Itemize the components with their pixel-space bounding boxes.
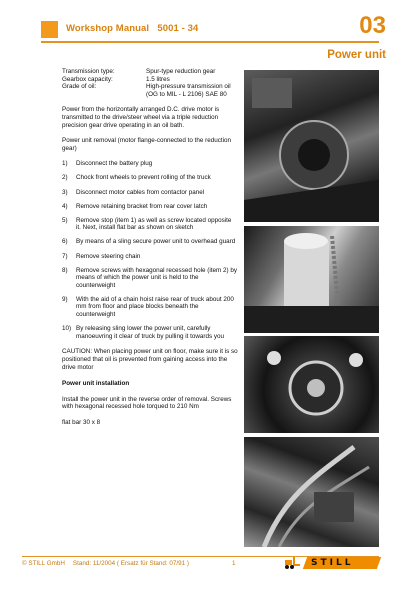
header-title: Workshop Manual 5001 - 34 bbox=[66, 23, 199, 34]
step-item bbox=[62, 160, 238, 168]
step-item bbox=[62, 253, 238, 261]
footer-text bbox=[22, 560, 189, 567]
step-item bbox=[62, 174, 238, 182]
logo-text: STILL bbox=[311, 558, 354, 568]
power-unit-photo-1 bbox=[244, 70, 379, 222]
spec-label: Gearbox capacity: bbox=[62, 75, 113, 83]
power-unit-photo-3 bbox=[244, 336, 379, 433]
flat-bar-note: flat bar 30 x 8 bbox=[62, 418, 101, 426]
spec-value: High-pressure transmission oil (OG to MIL - L 2106) SAE 80 bbox=[146, 83, 231, 98]
step-item bbox=[62, 203, 238, 211]
power-unit-photo-2 bbox=[244, 226, 379, 333]
step-item bbox=[62, 296, 238, 319]
step-text: Remove steering chain bbox=[76, 252, 141, 260]
step-text: With the aid of a chain hoist raise rear of truck about 200 mm from floor and place blocks beneath the counterweight bbox=[76, 295, 234, 319]
step-text: Disconnect the battery plug bbox=[76, 160, 153, 168]
removal-steps bbox=[62, 160, 238, 340]
step-item bbox=[62, 267, 238, 290]
installation-paragraph: Install the power unit in the reverse order of removal. Screws with hexagonal recessed hole torqued to 210 Nm bbox=[62, 395, 232, 411]
step-number: 5) bbox=[62, 216, 68, 224]
spec-value: Spur-type reduction gear bbox=[146, 68, 216, 75]
spec-table bbox=[62, 68, 238, 98]
step-number: 1) bbox=[62, 160, 68, 168]
chapter-number: 03 bbox=[359, 12, 386, 39]
main-text bbox=[62, 68, 238, 427]
spec-label: Grade of oil: bbox=[62, 83, 97, 91]
step-number: 9) bbox=[62, 295, 68, 303]
step-text: Remove retaining bracket from rear cover latch bbox=[76, 202, 208, 210]
step-number: 10) bbox=[62, 325, 72, 333]
power-unit-photo-4 bbox=[244, 437, 379, 547]
step-number: 4) bbox=[62, 202, 68, 210]
footer-company: © STILL GmbH bbox=[22, 560, 65, 567]
step-text: Remove stop (item 1) as well as screw located opposite it. Next, install flat bar as shown on sketch bbox=[76, 216, 232, 232]
step-text: Remove screws with hexagonal recessed hole (item 2) by means of which the power unit is held to the counterweight bbox=[76, 266, 237, 289]
caution-paragraph: CAUTION: When placing power unit on floor, make sure it is so positioned that oil is prevented from gaining access into the drive motor bbox=[62, 348, 238, 371]
step-item bbox=[62, 217, 238, 232]
removal-heading: Power unit removal (motor flange-connected to the reduction gear) bbox=[62, 137, 232, 152]
step-number: 2) bbox=[62, 174, 68, 182]
still-logo bbox=[283, 557, 379, 569]
step-number: 7) bbox=[62, 252, 68, 260]
step-text: By releasing sling lower the power unit, carefully manoeuvring it clear of truck by pulling it towards you bbox=[76, 325, 225, 340]
step-number: 6) bbox=[62, 238, 68, 246]
forklift-icon bbox=[283, 557, 301, 569]
spec-label: Transmission type: bbox=[62, 68, 115, 75]
step-item bbox=[62, 189, 238, 197]
step-item bbox=[62, 238, 238, 246]
footer-stand: Stand: 11/2004 ( Ersatz für Stand: 07/91 ) bbox=[72, 560, 190, 567]
header-accent-square bbox=[41, 21, 58, 38]
header-rule bbox=[41, 41, 379, 43]
page-number: 1 bbox=[232, 560, 236, 567]
step-text: Disconnect motor cables from contactor panel bbox=[76, 188, 205, 196]
intro-paragraph: Power from the horizontally arranged D.C. drive motor is transmitted to the drive/steer wheel via a triple reduction precision gear drive operating in an oil bath. bbox=[62, 106, 220, 129]
spec-value: 1.5 litres bbox=[146, 75, 170, 83]
step-number: 3) bbox=[62, 188, 68, 196]
step-item bbox=[62, 325, 238, 340]
step-text: Chock front wheels to prevent rolling of the truck bbox=[76, 174, 211, 182]
section-title: Power unit bbox=[327, 49, 386, 61]
installation-heading: Power unit installation bbox=[62, 380, 130, 388]
step-text: By means of a sling secure power unit to overhead guard bbox=[76, 238, 236, 246]
step-number: 8) bbox=[62, 266, 68, 274]
